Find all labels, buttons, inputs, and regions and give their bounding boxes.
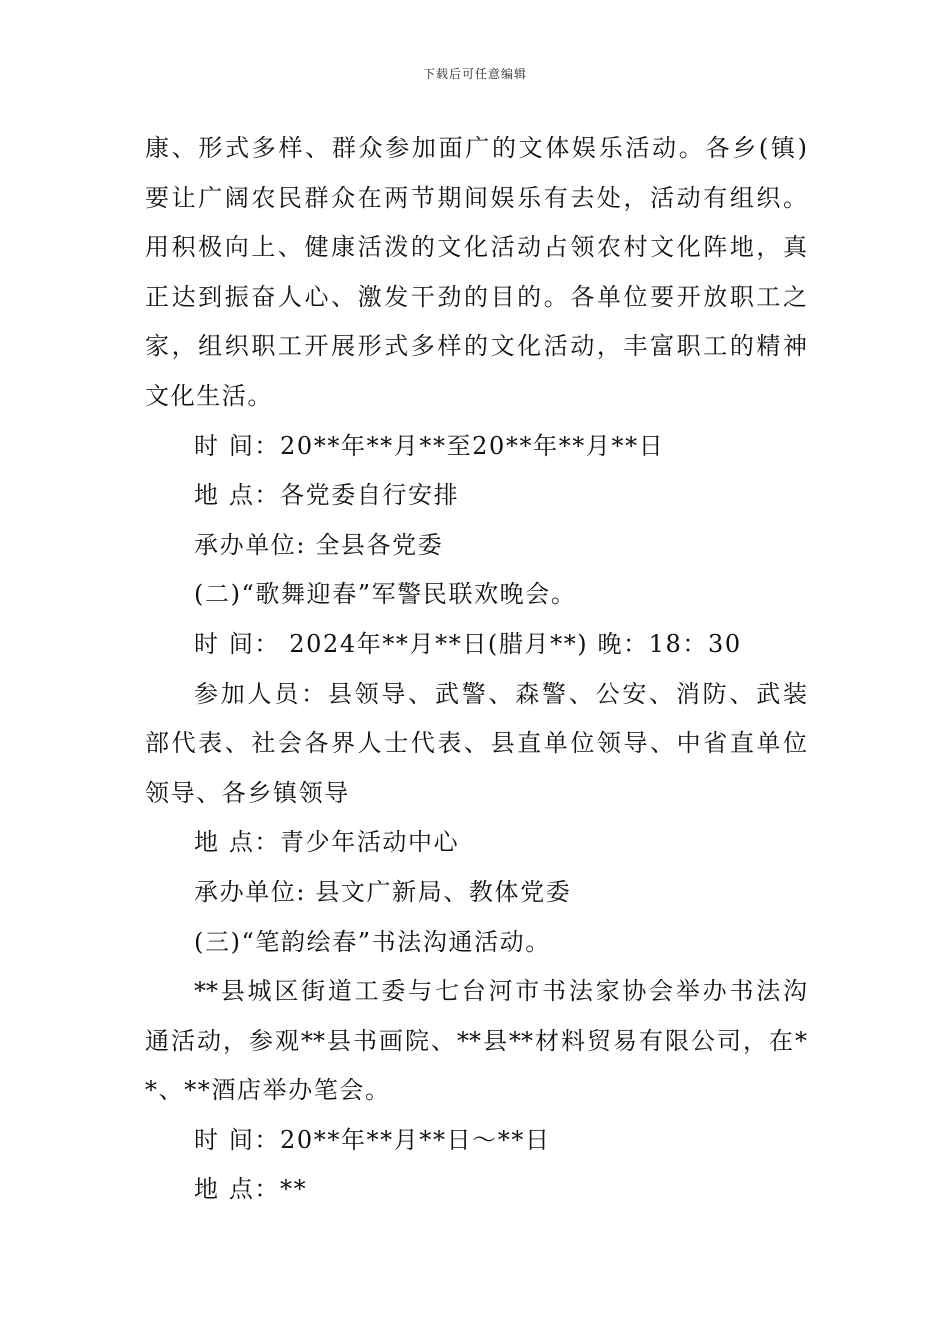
- text-line: 家，组织职工开展形式多样的文化活动，丰富职工的精神: [145, 332, 807, 361]
- text-line: **县城区街道工委与七台河市书法家协会举办书法沟: [194, 977, 807, 1006]
- page-header: 下载后可任意编辑: [422, 67, 527, 81]
- text-line: 正达到振奋人心、激发干劲的目的。各单位要开放职工之: [145, 282, 807, 311]
- text-line: 用积极向上、健康活泼的文化活动占领农村文化阵地，真: [145, 233, 807, 262]
- text-line: *、**酒店举办笔会。: [145, 1076, 391, 1105]
- section-heading: (二)“歌舞迎春”军警民联欢晚会。: [194, 580, 577, 609]
- section-heading: (三)“笔韵绘春”书法沟通活动。: [194, 927, 551, 956]
- time-line: 时 间： 2024年**月**日(腊月**) 晚：18：30: [194, 629, 742, 658]
- text-line: 通活动，参观**县书画院、**县**材料贸易有限公司，在*: [145, 1026, 807, 1055]
- time-line: 时 间：20**年**月**日～**日: [194, 1125, 551, 1154]
- participants-line: 参加人员：县领导、武警、森警、公安、消防、武装: [194, 679, 807, 708]
- text-line: 文化生活。: [145, 381, 273, 410]
- time-line: 时 间：20**年**月**至20**年**月**日: [194, 431, 665, 460]
- text-line: 部代表、社会各界人士代表、县直单位领导、中省直单位: [145, 729, 807, 758]
- text-line: 要让广阔农民群众在两节期间娱乐有去处，活动有组织。: [145, 183, 807, 212]
- text-line: 康、形式多样、群众参加面广的文体娱乐活动。各乡(镇): [145, 134, 807, 162]
- organizer-line: 承办单位: 县文广新局、教体党委: [194, 877, 572, 906]
- text-line: 领导、各乡镇领导: [145, 778, 350, 807]
- location-line: 地 点：青少年活动中心: [194, 828, 460, 857]
- document-body: [145, 124, 807, 1215]
- location-line: 地 点：各党委自行安排: [194, 481, 460, 510]
- organizer-line: 承办单位: 全县各党委: [194, 530, 444, 559]
- location-line: 地 点：**: [194, 1175, 308, 1204]
